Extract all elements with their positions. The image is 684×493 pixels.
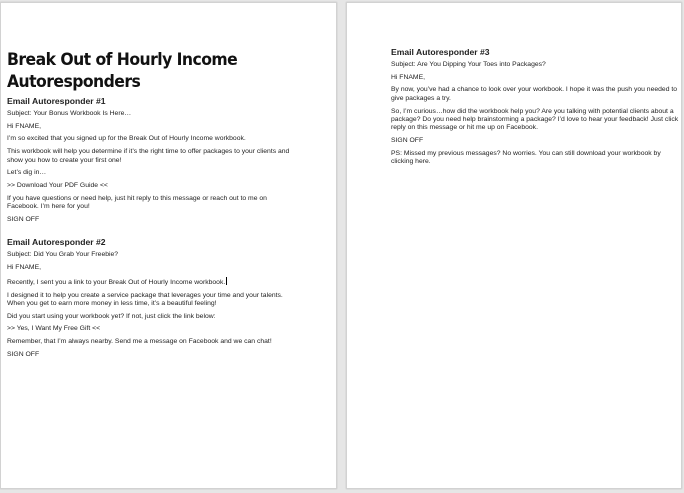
autoresponder-2-section (7, 237, 297, 359)
autoresponder-2-greeting: Hi FNAME, (7, 264, 41, 272)
autoresponder-1-download-link[interactable]: >> Download Your PDF Guide << (7, 181, 108, 189)
autoresponder-1-body-4: If you have questions or need help, just hit reply to this message or reach out to me on Facebook. I’m here for you! (7, 194, 267, 211)
page-1-content (7, 49, 297, 363)
autoresponder-2-body-3: Did you start using your workbook yet? If not, just click the link below: (7, 312, 216, 320)
autoresponder-2-gift-link[interactable]: >> Yes, I Want My Free Gift << (7, 325, 101, 333)
autoresponder-1-body-1: I’m so excited that you signed up for the Break Out of Hourly Income workbook. (7, 135, 246, 143)
text-cursor (226, 277, 227, 285)
autoresponder-1-sign-off: SIGN OFF (7, 215, 40, 223)
autoresponder-3-postscript: PS: Missed my previous messages? No worries. You can still download your workbook by clicking here. (391, 149, 661, 166)
document-page-1 (0, 2, 337, 489)
autoresponder-3-sign-off: SIGN OFF (391, 137, 424, 145)
autoresponder-3-body-2: So, I’m curious…how did the workbook help you? Are you talking with potential clients about a package? Do you need help brainstorming a package? I’d love to hear your feedback! Just click reply on this message or hit me up on Facebook. (391, 107, 679, 132)
autoresponder-2-subject: Subject: Did You Grab Your Freebie? (7, 251, 119, 259)
autoresponder-3-body-1: By now, you’ve had a chance to look over your workbook. I hope it was the push you needed to give packages a try. (391, 86, 678, 102)
autoresponder-2-body-2: I designed it to help you create a service package that leverages your time and your talents. When you get to earn more money in less time, it’s a beautiful feeling! (7, 291, 283, 307)
autoresponder-1-subject: Subject: Your Bonus Workbook Is Here… (7, 110, 132, 117)
autoresponder-1-greeting: Hi FNAME, (7, 122, 41, 130)
autoresponder-1-body-3: Let’s dig in… (7, 169, 47, 177)
autoresponder-2-body-1[interactable] (7, 277, 297, 287)
document-page-2 (346, 2, 682, 489)
autoresponder-3-heading: Email Autoresponder #3 (391, 47, 490, 57)
autoresponder-1-body-2: This workbook will help you determine if it’s the right time to offer packages to your clients and show you how to create your first one! (7, 148, 290, 164)
autoresponder-3-greeting: Hi FNAME, (391, 73, 425, 81)
autoresponder-1-heading: Email Autoresponder #1 (7, 96, 106, 106)
autoresponder-2-body-1-text: Recently, I sent you a link to your Break Out of Hourly Income workbook. (7, 278, 226, 286)
autoresponder-2-sign-off: SIGN OFF (7, 350, 40, 358)
document-title: Break Out of Hourly Income Autoresponders (7, 50, 238, 92)
autoresponder-2-body-4: Remember, that I’m always nearby. Send me a message on Facebook and we can chat! (7, 338, 272, 346)
autoresponder-2-heading: Email Autoresponder #2 (7, 237, 106, 248)
page-2-content (391, 47, 681, 171)
autoresponder-3-section (391, 47, 681, 167)
autoresponder-3-subject: Subject: Are You Dipping Your Toes into Packages? (391, 61, 546, 68)
autoresponder-1-section (7, 96, 297, 224)
